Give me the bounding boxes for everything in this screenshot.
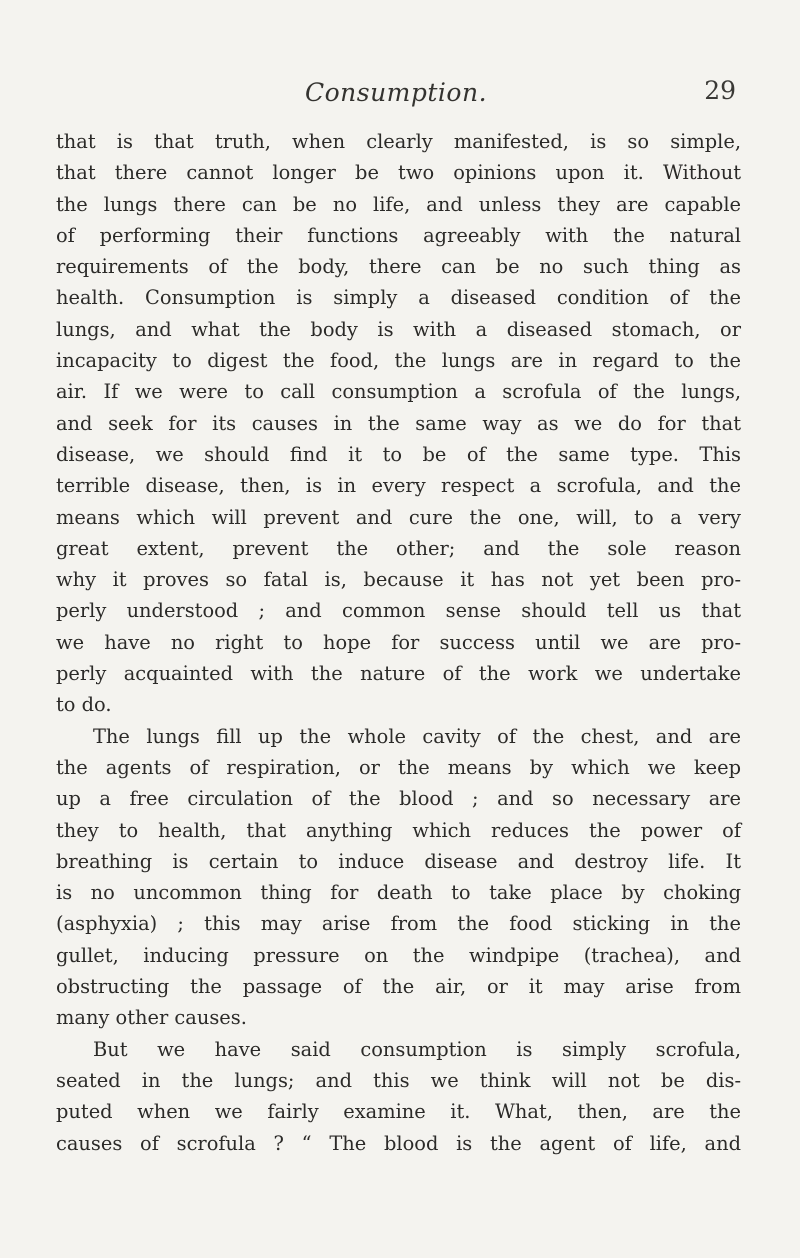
text-line: breathing is certain to induce disease and destroy life. It (56, 849, 741, 873)
text-line: air. If we were to call consumption a scrofula of the lungs, (56, 380, 741, 404)
text-line: the lungs there can be no life, and unless they are capable (56, 192, 741, 216)
paragraph-start-line: But we have said consumption is simply scrofula, (93, 1037, 741, 1061)
text-line: obstructing the passage of the air, or it may arise from (56, 975, 741, 999)
text-line: terrible disease, then, is in every respect a scrofula, and the (56, 474, 741, 498)
text-line: that is that truth, when clearly manifested, is so simple, (56, 130, 741, 153)
page-number: 29 (704, 76, 736, 105)
text-line: perly acquainted with the nature of the work we undertake (56, 662, 741, 686)
text-line: incapacity to digest the food, the lungs are in regard to the (56, 349, 741, 373)
text-line: they to health, that anything which reduces the power of (56, 818, 741, 842)
running-title: Consumption. (304, 78, 488, 107)
text-line: (asphyxia) ; this may arise from the food sticking in the (56, 912, 741, 936)
text-line: means which will prevent and cure the one, will, to a very (56, 505, 741, 529)
paragraph-end-line: many other causes. (56, 1006, 247, 1030)
text-line: and seek for its causes in the same way as we do for that (56, 411, 741, 435)
text-line: the agents of respiration, or the means by which we keep (56, 755, 741, 779)
paragraph-end-line: to do. (56, 693, 112, 717)
text-line: perly understood ; and common sense should tell us that (56, 599, 741, 623)
text-line: great extent, prevent the other; and the sole reason (56, 536, 741, 560)
text-line: seated in the lungs; and this we think will not be dis- (56, 1068, 741, 1092)
text-line: is no uncommon thing for death to take place by choking (56, 881, 741, 905)
text-line: gullet, inducing pressure on the windpipe (trachea), and (56, 943, 741, 967)
text-line: requirements of the body, there can be no such thing as (56, 255, 741, 279)
text-line: up a free circulation of the blood ; and so necessary are (56, 787, 741, 811)
page-header (56, 72, 736, 112)
text-line: why it proves so fatal is, because it has not yet been pro- (56, 568, 741, 592)
text-line: that there cannot longer be two opinions upon it. Without (56, 161, 741, 185)
text-line: we have no right to hope for success until we are pro- (56, 630, 741, 654)
body-text (56, 126, 741, 1159)
text-line: lungs, and what the body is with a diseased stomach, or (56, 317, 741, 341)
text-line: of performing their functions agreeably with the natural (56, 223, 741, 247)
text-line: disease, we should find it to be of the same type. This (56, 442, 741, 466)
text-line: causes of scrofula ? “ The blood is the agent of life, and (56, 1131, 741, 1155)
paragraph-start-line: The lungs fill up the whole cavity of the chest, and are (93, 724, 741, 748)
text-line: health. Consumption is simply a diseased condition of the (56, 286, 741, 310)
text-line: puted when we fairly examine it. What, then, are the (56, 1100, 741, 1124)
